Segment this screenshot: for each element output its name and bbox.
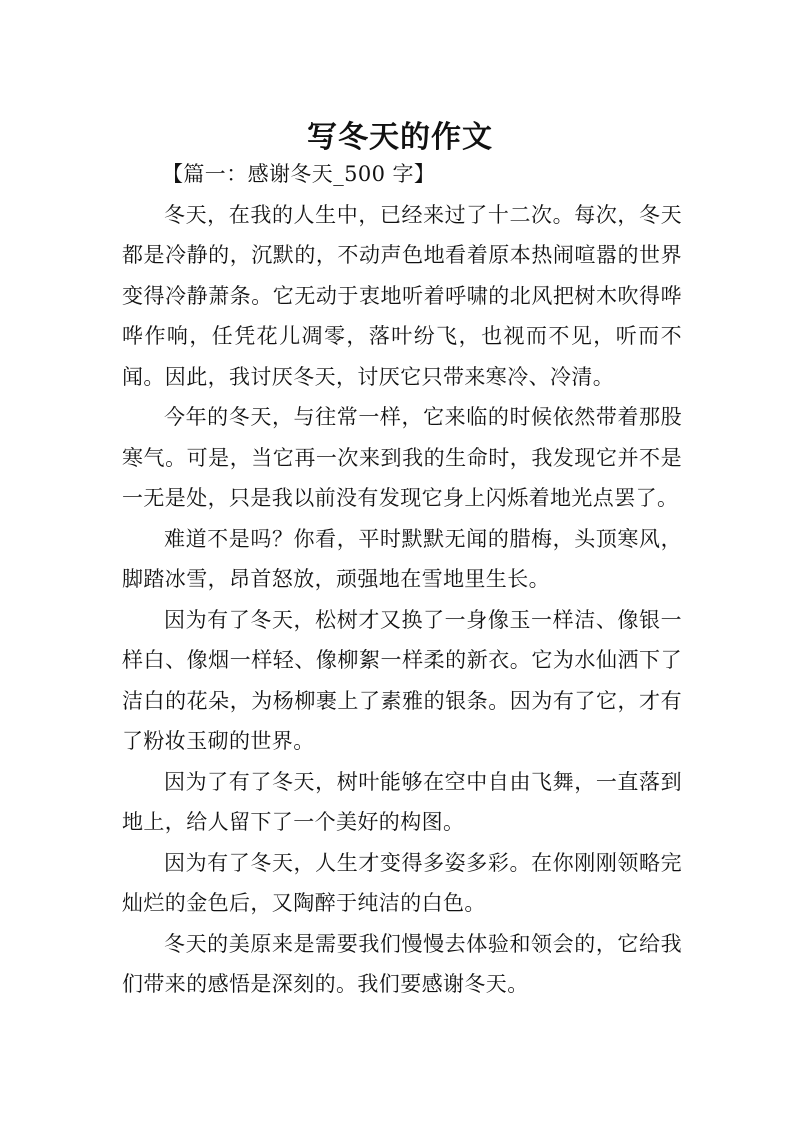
paragraph-1: 冬天，在我的人生中，已经来过了十二次。每次，冬天都是冷静的，沉默的，不动声色地看着原本热闹喧嚣的世界变得冷静萧条。它无动于衷地听着呼啸的北风把树木吹得哗哗作响，任凭花儿凋零，落叶纷飞，也视而不见，听而不闻。因此，我讨厌冬天，讨厌它只带来寒冷、冷清。 — [122, 202, 682, 389]
section-heading: 【篇一：感谢冬天_500 字】 — [162, 162, 436, 186]
paragraph-3: 难道不是吗？你看，平时默默无闻的腊梅，头顶寒风，脚踏冰雪，昂首怒放，顽强地在雪地里生长。 — [122, 526, 682, 591]
document-body — [122, 154, 682, 1005]
paragraph-2: 今年的冬天，与往常一样，它来临的时候依然带着那股寒气。可是，当它再一次来到我的生命时，我发现它并不是一无是处，只是我以前没有发现它身上闪烁着地光点罢了。 — [122, 405, 682, 510]
paragraph-7: 冬天的美原来是需要我们慢慢去体验和领会的，它给我们带来的感悟是深刻的。我们要感谢冬天。 — [122, 931, 682, 996]
document-title: 写冬天的作文 — [307, 120, 493, 156]
paragraph-6: 因为有了冬天，人生才变得多姿多彩。在你刚刚领略完灿烂的金色后，又陶醉于纯洁的白色。 — [122, 850, 682, 915]
paragraph-5: 因为了有了冬天，树叶能够在空中自由飞舞，一直落到地上，给人留下了一个美好的构图。 — [122, 769, 682, 834]
paragraph-4: 因为有了冬天，松树才又换了一身像玉一样洁、像银一样白、像烟一样轻、像柳絮一样柔的新衣。它为水仙洒下了洁白的花朵，为杨柳裹上了素雅的银条。因为有了它，才有了粉妆玉砌的世界。 — [122, 607, 682, 753]
